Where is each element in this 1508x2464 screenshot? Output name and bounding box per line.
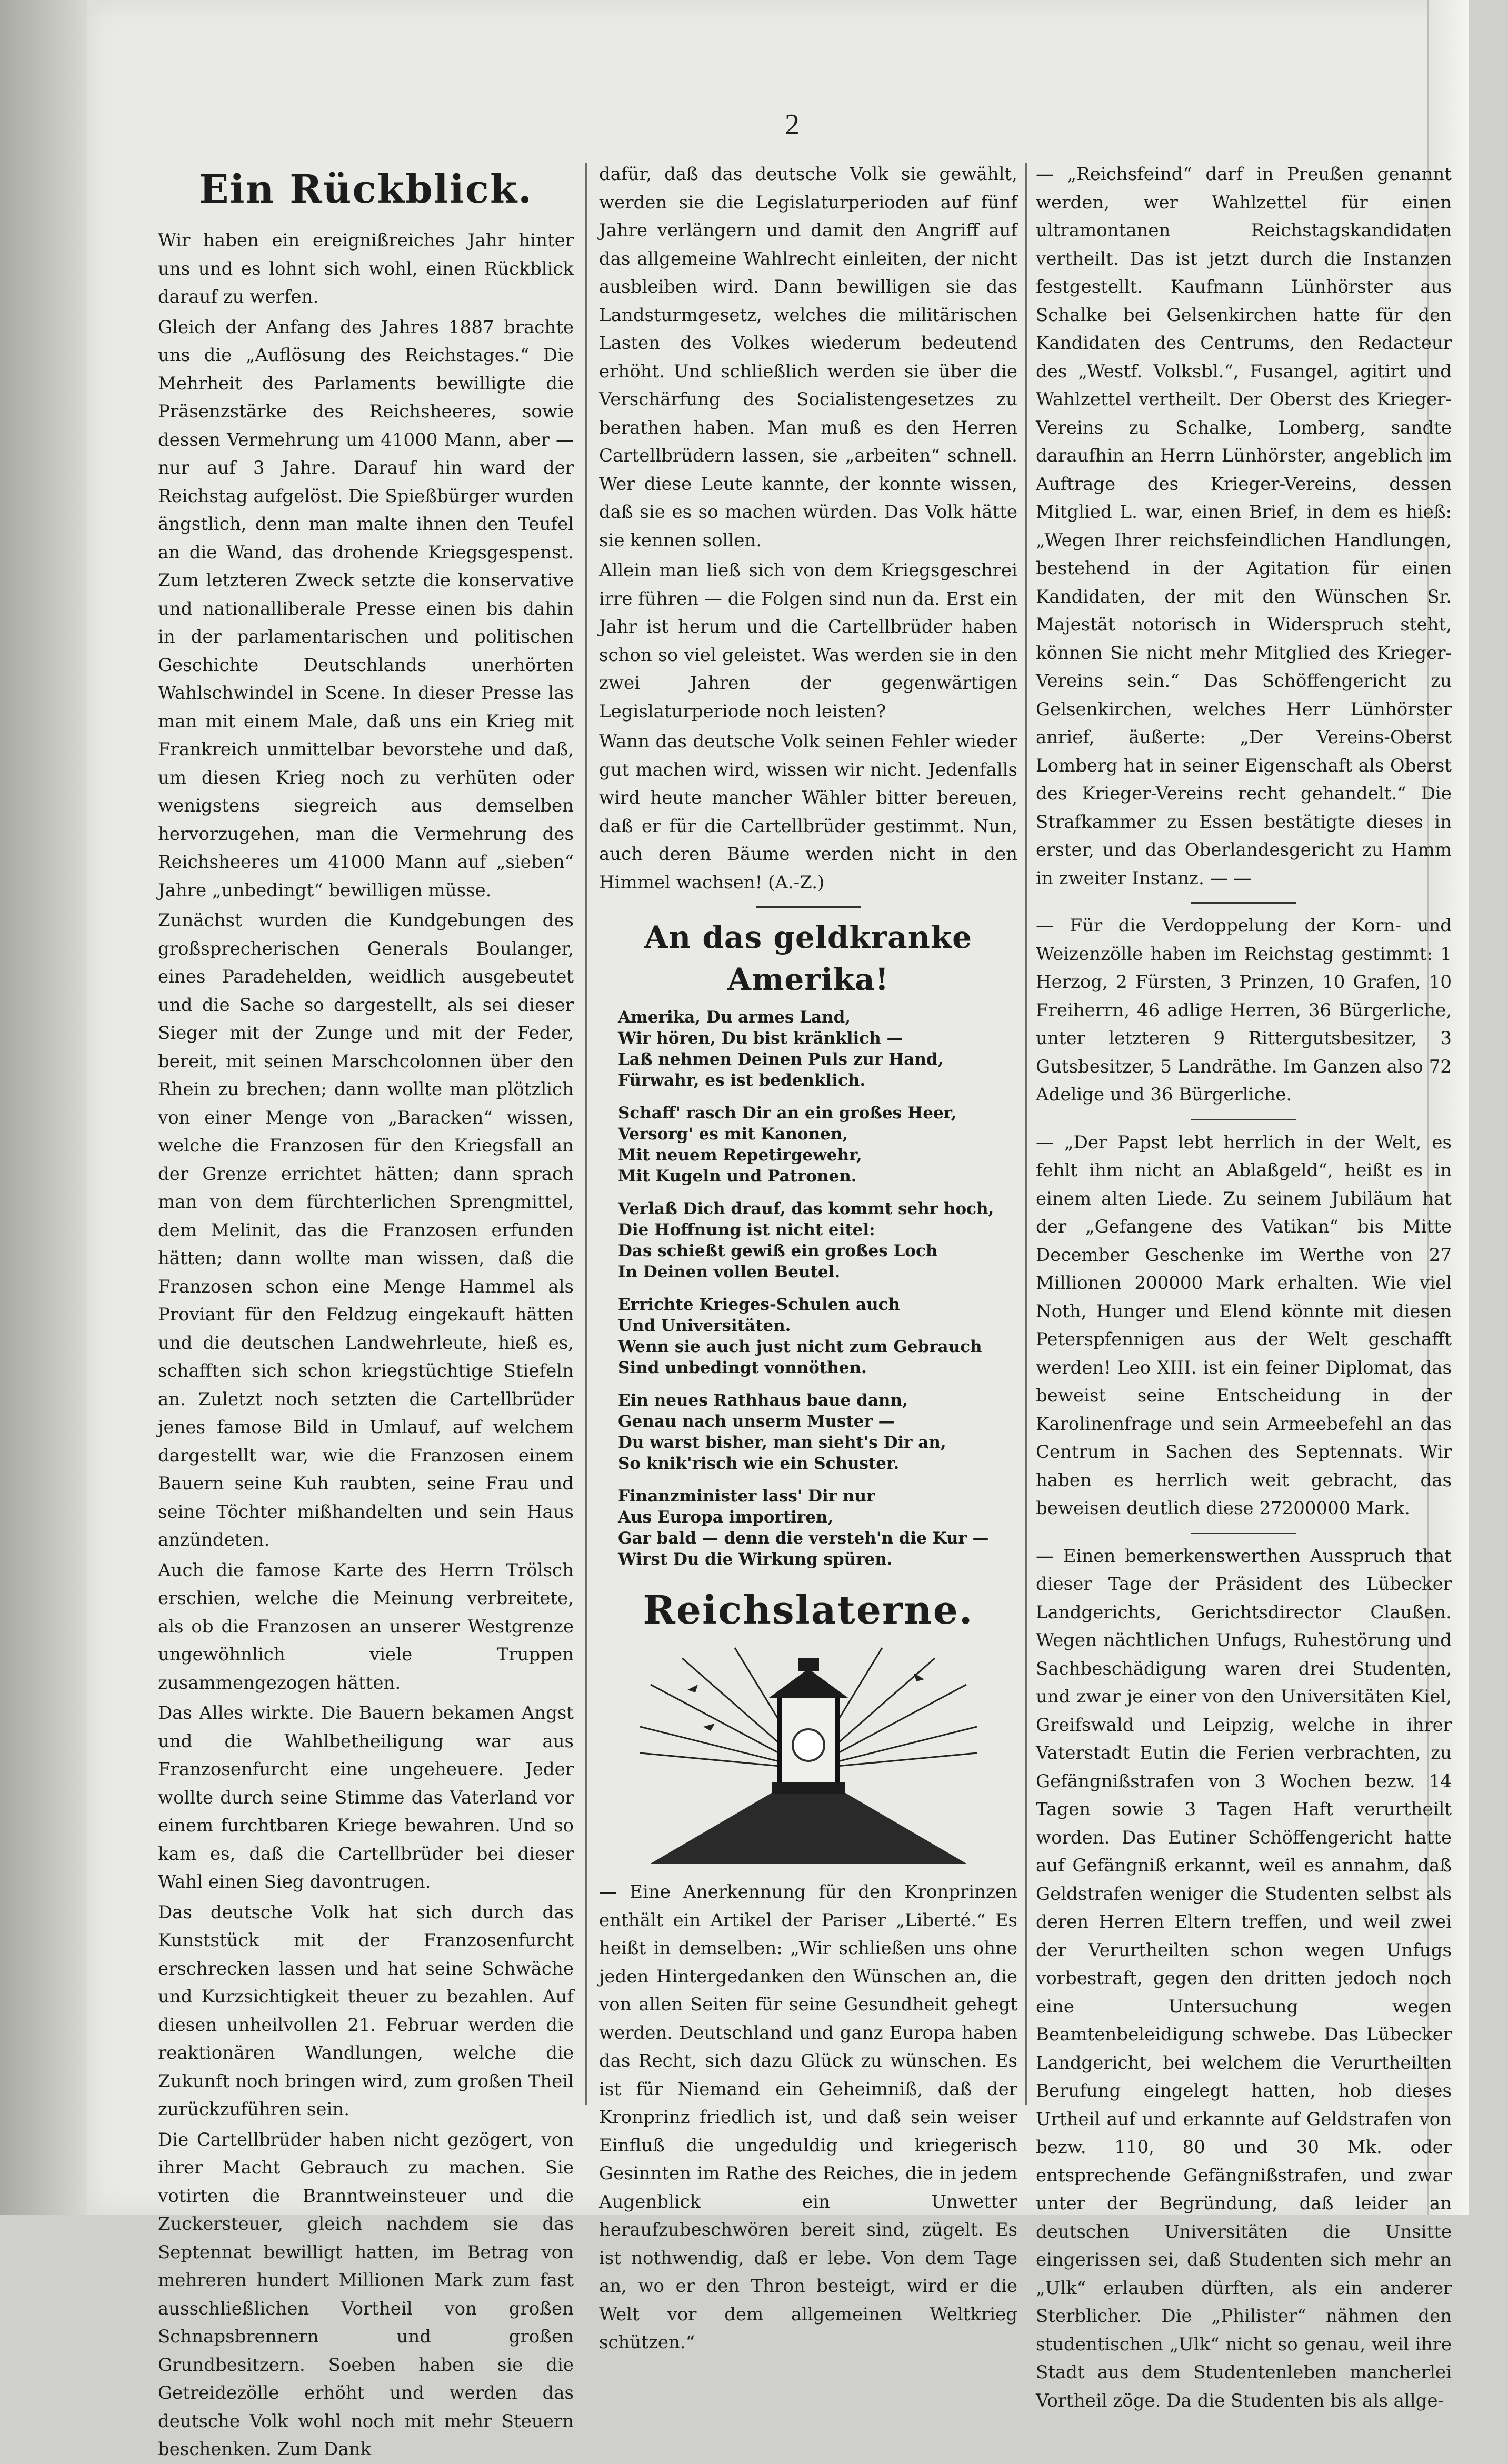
poem-line: Verlaß Dich drauf, das kommt sehr hoch, <box>618 1199 994 1218</box>
page-number: 2 <box>785 108 800 141</box>
poem-stanza <box>618 1103 1017 1187</box>
poem-line: Aus Europa importiren, <box>618 1508 834 1527</box>
article-title: Ein Rückblick. <box>199 167 533 212</box>
column-divider <box>1025 163 1027 2105</box>
poem-line: So knik'risch wie ein Schuster. <box>618 1454 900 1473</box>
poem-stanza <box>618 1294 1017 1378</box>
article-paragraph: — „Der Papst lebt herrlich in der Welt, es fehlt ihm nicht an Ablaßgeld“, heißt es in einem alten Liede. Zu seinem Jubiläum hat der „Gefangene des Vatikan“ bis Mitte December Geschenke im Werthe von 27 Millionen 200000 Mark erhalten. Wie viel Noth, Hunger und Elend könnte mit diesen Peterspfennigen aus der Welt geschafft werden! Leo XIII. ist ein feiner Diplomat, das beweist seine Entscheidung in der Karolinenfrage und sein Armeebefehl an das Centrum in Sachen des Septennats. Wir haben es herrlich weit gebracht, das beweisen deutlich diese 27200000 Mark. <box>1036 1131 1452 1519</box>
section-separator <box>756 906 861 908</box>
poem-line: Genau nach unserm Muster — <box>618 1412 895 1431</box>
poem-line: Finanzminister lass' Dir nur <box>618 1487 875 1506</box>
article-paragraph: dafür, daß das deutsche Volk sie gewählt, werden sie die Legislaturperioden auf fünf Jahre verlängern und damit den Angriff auf das allgemeine Wahlrecht einleiten, der nicht ausbleiben wird. Dann bewilligen sie das Landsturmgesetz, welches die militärischen Lasten des Volkes wiederum bedeutend erhöht. Und schließlich werden sie über die Verschärfung des Socialistengesetzes zu berathen haben. Man muß es den Herren Cartellbrüdern lassen, sie „arbeiten“ schnell. Wer diese Leute kannte, der konnte wissen, daß sie es so machen würden. Das Volk hätte sie kennen sollen. <box>599 164 1017 551</box>
column-divider <box>585 163 587 2105</box>
poem-line: Laß nehmen Deinen Puls zur Hand, <box>618 1050 944 1069</box>
poem-stanza <box>618 1007 1017 1091</box>
column-1 <box>158 161 574 2460</box>
poem-line: Du warst bisher, man sieht's Dir an, <box>618 1433 946 1452</box>
lantern-illustration <box>640 1648 977 1869</box>
article-paragraph: Allein man ließ sich von dem Kriegsgeschrei irre führen — die Folgen sind nun da. Erst ein Jahr ist herum und die Cartellbrüder haben schon so viel geleistet. Was werden sie in den zwei Jahren der gegenwärtigen Legislaturperiode noch leisten? <box>599 560 1017 722</box>
article-paragraph: Gleich der Anfang des Jahres 1887 brachte uns die „Auflösung des Reichstages.“ Die Mehrheit des Parlaments bewilligte die Präsenzstärke des Reichsheeres, sowie dessen Vermehrung um 41000 Mann, aber — nur auf 3 Jahre. Darauf hin ward der Reichstag aufgelöst. Die Spießbürger wurden ängstlich, denn man malte ihnen den Teufel an die Wand, das drohende Kriegsgespenst. Zum letzteren Zweck setzte die konservative und nationalliberale Presse einen bis dahin in der parlamentarischen und politischen Geschichte Deutschlands unerhörten Wahlschwindel in Scene. In dieser Presse las man mit einem Male, daß uns ein Krieg mit Frankreich unmittelbar bevorstehe und daß, um diesen Krieg noch zu verhüten oder wenigstens siegreich aus demselben hervorzugehen, man die Vermehrung des Reichsheeres um 41000 Mann auf „sieben“ Jahre „unbedingt“ bewilligen müsse. <box>158 316 574 901</box>
poem-line: Fürwahr, es ist bedenklich. <box>618 1071 866 1090</box>
article-paragraph: Wir haben ein ereignißreiches Jahr hinter uns und es lohnt sich wohl, einen Rückblick darauf zu werfen. <box>158 230 574 307</box>
poem-line: Wir hören, Du bist kränklich — <box>618 1029 903 1048</box>
article-paragraph: — Einen bemerkenswerthen Ausspruch that dieser Tage der Präsident des Lübecker Landgerichts, Gerichtsdirector Claußen. Wegen nächtlichen Unfugs, Ruhestörung und Sachbeschädigung waren drei Studenten, und zwar je einer von den Universitäten Kiel, Greifswald und Leipzig, welche in ihrer Vaterstadt Eutin die Ferien verbrachten, zu Gefängnißstrafen von 3 Wochen bezw. 14 Tagen sowie 3 Tagen Haft verurtheilt worden. Das Eutiner Schöffengericht hatte auf Gefängniß erkannt, weil es annahm, daß Geldstrafen weniger die Studenten selbst als deren Herren Eltern treffen, und weil zwei der Verurtheilten schon wegen Unfugs vorbestraft, gegen den dritten jedoch noch eine Untersuchung wegen Beamtenbeleidigung schwebe. Das Lübecker Landgericht, bei welchem die Verurtheilten Berufung eingelegt hatten, hob dieses Urtheil auf und erkannte auf Geldstrafen von bezw. 110, 80 und 30 Mk. oder entsprechende Gefängnißstrafen, und zwar unter der Begründung, daß leider an deutschen Universitäten die Unsitte eingerissen sei, daß Studenten sich mehr an „Ulk“ erlauben dürften, als ein anderer Sterblicher. Die „Philister“ nähmen den studentischen „Ulk“ nicht so genau, weil ihre Stadt aus dem Studentenleben mancherlei Vortheil zöge. Da die Studenten bis als allge- <box>1036 1545 1452 2411</box>
poem-line: Errichte Krieges-Schulen auch <box>618 1295 901 1314</box>
poem-line: In Deinen vollen Beutel. <box>618 1263 841 1281</box>
poem-stanza <box>618 1486 1017 1570</box>
column-2 <box>599 161 1017 2353</box>
poem-line: Die Hoffnung ist nicht eitel: <box>618 1220 875 1239</box>
poem-line: Mit Kugeln und Patronen. <box>618 1167 857 1186</box>
poem-line: Schaff' rasch Dir an ein großes Heer, <box>618 1104 957 1123</box>
poem-line: Versorg' es mit Kanonen, <box>618 1125 848 1144</box>
article-paragraph: Wann das deutsche Volk seinen Fehler wieder gut machen wird, wissen wir nicht. Jedenfalls wird heute mancher Wähler bitter bereuen, daß er für die Cartellbrüder gestimmt. Nun, auch deren Bäume werden nicht in den Himmel wachsen! (A.-Z.) <box>599 731 1017 893</box>
article-paragraph: Die Cartellbrüder haben nicht gezögert, von ihrer Macht Gebrauch zu machen. Sie votirten die Branntweinsteuer und die Zuckersteuer, gleich nachdem sie das Septennat bewilligt hatten, im Betrag von mehreren hundert Millionen Mark zum fast ausschließlichen Vortheil von großen Schnapsbrennern und großen Grundbesitzern. Soeben haben sie die Getreidezölle erhöht und werden das deutsche Volk wohl noch mit mehr Steuern beschenken. Zum Dank <box>158 2129 574 2460</box>
poem-line: Gar bald — denn die versteh'n die Kur — <box>618 1529 989 1548</box>
poem-line: Wenn sie auch just nicht zum Gebrauch <box>618 1337 982 1356</box>
poem-line: Ein neues Rathhaus baue dann, <box>618 1391 908 1410</box>
poem-line: Wirst Du die Wirkung spüren. <box>618 1550 893 1569</box>
article-paragraph: Auch die famose Karte des Herrn Trölsch erschien, welche die Meinung verbreitete, als ob die Franzosen an unserer Westgrenze ungewöhnlich viele Truppen zusammengezogen hätten. <box>158 1559 574 1694</box>
article-paragraph: — Eine Anerkennung für den Kronprinzen enthält ein Artikel der Pariser „Liberté.“ Es heißt in demselben: „Wir schließen uns ohne jeden Hintergedanken den Wünschen an, die von allen Seiten für seine Gesundheit gehegt werden. Deutschland und ganz Europa haben das Recht, sich dazu Glück zu wünschen. Es ist für Niemand ein Geheimniß, daß der Kronprinz friedlich ist, und daß sein weiser Einfluß die ungeduldig und kriegerisch Gesinnten im Rathe des Reiches, die in jedem Augenblick ein Unwetter heraufzubeschwören bereit sind, zügelt. Es ist nothwendig, daß er lebe. Von dem Tage an, wo er den Thron besteigt, wird er die Welt vor dem allgemeinen Weltkrieg schützen.“ <box>599 1881 1017 2353</box>
poem-stanza <box>618 1198 1017 1283</box>
article-paragraph: — Für die Verdoppelung der Korn- und Weizenzölle haben im Reichstag gestimmt: 1 Herzog, 2 Fürsten, 3 Prinzen, 10 Grafen, 10 Freiherrn, 46 adlige Herren, 36 Bürgerliche, unter letzteren 9 Rittergutsbesitzer, 3 Gutsbesitzer, 5 Landräthe. Im Ganzen also 72 Adelige und 36 Bürgerliche. <box>1036 915 1452 1105</box>
book-spine <box>0 0 87 2215</box>
poem-stanza <box>618 1390 1017 1474</box>
article-paragraph: Zunächst wurden die Kundgebungen des großsprecherischen Generals Boulanger, eines Paradehelden, weidlich ausgebeutet und die Sache so dargestellt, als sei dieser Sieger mit der Zunge und mit der Feder, bereit, mit seinen Marschcolonnen über den Rhein zu brechen; dann wollte man plötzlich von einer Menge von „Baracken“ wissen, welche die Franzosen für den Kriegsfall an der Grenze errichtet hätten; dann sprach man von dem fürchterlichen Sprengmittel, dem Melinit, das die Franzosen erfunden hätten; dann wollte man wissen, daß die Franzosen schon eine Menge Hammel als Proviant für den Feldzug eingekauft hätten und die deutschen Landwehrleute, hieß es, schafften sich schon kriegstüchtige Stiefeln an. Zuletzt noch setzten die Cartellbrüder jenes famose Bild in Umlauf, auf welchem dargestellt war, wie die Franzosen einem Bauern seine Kuh raubten, seine Frau und seine Töchter mißhandelten und sein Haus anzündeten. <box>158 910 574 1550</box>
article-paragraph: — „Reichsfeind“ darf in Preußen genannt werden, wer Wahlzettel für einen ultramontanen Reichstagskandidaten vertheilt. Das ist jetzt durch die Instanzen festgestellt. Kaufmann Lünhörster aus Schalke bei Gelsenkirchen hatte für den Kandidaten des Centrums, den Redacteur des „Westf. Volksbl.“, Fusangel, agitirt und Wahlzettel vertheilt. Der Oberst des Krieger-Vereins zu Schalke, Lomberg, sandte daraufhin an Herrn Lünhörster, angeblich im Auftrage des Krieger-Vereins, dessen Mitglied L. war, einen Brief, in dem es hieß: „Wegen Ihrer reichsfeindlichen Handlungen, bestehend in der Agitation für einen Kandidaten, der mit den Wünschen Sr. Majestät notorisch in Widerspruch steht, können Sie nicht mehr Mitglied des Krieger-Vereins sein.“ Das Schöffengericht zu Gelsenkirchen, welches Herr Lünhörster anrief, äußerte: „Der Vereins-Oberst Lomberg hat in seiner Eigenschaft als Oberst des Krieger-Vereins recht gehandelt.“ Die Strafkammer zu Essen bestätigte dieses in erster, und das Oberlandesgericht zu Hamm in zweiter Instanz. — — <box>1036 164 1452 889</box>
poem-line: Mit neuem Repetirgewehr, <box>618 1146 862 1165</box>
column-3 <box>1036 161 1452 2411</box>
poem <box>599 1007 1017 1570</box>
poem-line: Sind unbedingt vonnöthen. <box>618 1358 867 1377</box>
section-separator <box>1191 1119 1296 1120</box>
section-separator <box>1191 902 1296 904</box>
poem-line: Das schießt gewiß ein großes Loch <box>618 1241 938 1260</box>
section-title: Reichslaterne. <box>643 1588 974 1633</box>
poem-title: An das geldkranke Amerika! <box>644 919 972 997</box>
section-separator <box>1191 1533 1296 1534</box>
article-paragraph: Das deutsche Volk hat sich durch das Kunststück mit der Franzosenfurcht erschrecken lassen und hat seine Schwäche und Kurzsichtigkeit theuer zu bezahlen. Auf diesen unheilvollen 21. Februar werden die reaktionären Wandlungen, welche die Zukunft noch bringen wird, zum großen Theil zurückzuführen sein. <box>158 1901 574 2120</box>
article-paragraph: Das Alles wirkte. Die Bauern bekamen Angst und die Wahlbetheiligung war aus Franzosenfurcht eine ungeheuere. Jeder wollte durch seine Stimme das Vaterland vor einem furchtbaren Kriege bewahren. Und so kam es, daß die Cartellbrüder bei dieser Wahl einen Sieg davontrugen. <box>158 1702 574 1892</box>
poem-line: Und Universitäten. <box>618 1316 791 1335</box>
poem-line: Amerika, Du armes Land, <box>618 1008 851 1027</box>
